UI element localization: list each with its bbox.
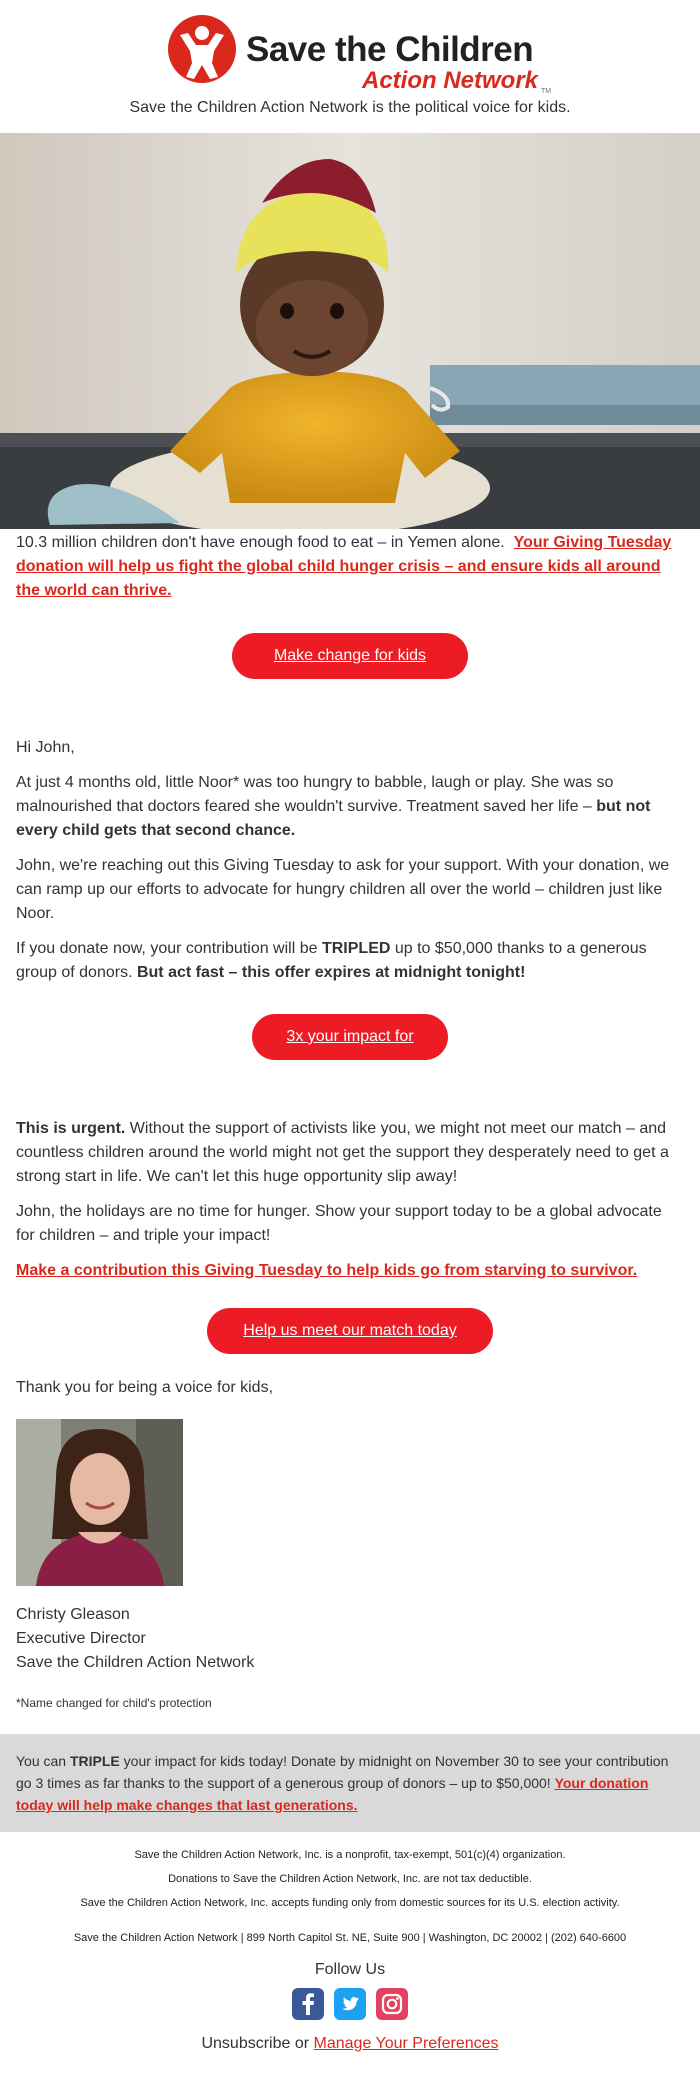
band-bold: TRIPLE [69,1753,120,1769]
twitter-icon [334,1988,366,2020]
footer-tax-line: Donations to Save the Children Action Network, Inc. are not tax deductible. [168,1873,532,1885]
meet-match-button[interactable]: Help us meet our match today [207,1308,493,1354]
band-text-b: your impact for kids today! Donate by midnight on November 30 to see your contribution go 3 times as far thanks to the support of a generous group of donors – up to $50,000! [16,1753,669,1791]
cta2-row [16,1014,684,1092]
triple-impact-band [0,1734,700,1832]
unsubscribe-line [0,2032,700,2056]
manage-preferences-link[interactable]: Manage Your Preferences [313,2035,499,2052]
contribution-paragraph [16,1259,684,1283]
intro-text: 10.3 million children don't have enough food to eat – in Yemen alone. [16,534,505,551]
signer-photo [16,1419,183,1586]
footer-funding-line: Save the Children Action Network, Inc. accepts funding only from domestic sources for its U.S. election activity. [80,1897,620,1909]
social-links [0,1988,700,2022]
greeting: Hi John, [16,739,75,756]
holiday-paragraph: John, the holidays are no time for hunger. Show your support today to be a global advocate for children – and triple your impact! [16,1203,662,1244]
cta3-row [16,1308,684,1354]
footer-nonprofit-line: Save the Children Action Network, Inc. is a nonprofit, tax-exempt, 501(c)(4) organization. [134,1849,566,1861]
logo-wordmark: Save the Children [246,30,534,69]
hero-image[interactable] [0,133,700,529]
cta1-row [16,633,684,711]
band-donation-link[interactable]: Your donation today will help make changes that last generations. [16,1775,649,1813]
signer-title: Executive Director [16,1630,146,1647]
save-the-children-logo-icon [166,13,238,85]
urgent-paragraph [16,1117,684,1189]
urgent-bold: This is urgent. [16,1120,126,1137]
closing-line: Thank you for being a voice for kids, [16,1379,274,1396]
make-change-button[interactable]: Make change for kids everywhere [232,633,468,679]
contribution-link[interactable]: Make a contribution this Giving Tuesday to help kids go from starving to survivor. [16,1262,638,1279]
hero-photo-child [0,133,700,529]
appeal-paragraph: John, we're reaching out this Giving Tuesday to ask for your support. With your donation, we can ramp up our efforts to advocate for hungry children all over the world – children just like Noor. [16,857,670,922]
logo-subtitle: Action Network TM [362,67,552,95]
email-footer [0,1846,700,2056]
signer-org: Save the Children Action Network [16,1654,255,1671]
unsubscribe-text: Unsubscribe or [201,2035,314,2052]
tripled-bold: TRIPLED [321,940,391,957]
story-text: At just 4 months old, little Noor* was too hungry to babble, laugh or play. She was so malnourished that doctors feared she wouldn't survive. Treatment saved her life – [16,774,614,815]
portrait-photo [16,1419,183,1586]
trademark-mark: TM [541,88,552,95]
match-paragraph [16,937,684,985]
follow-us-label: Follow Us [314,1961,386,1978]
intro-paragraph [16,531,684,603]
instagram-icon [376,1988,408,2020]
story-bold: but not every child gets that second chance. [16,798,651,839]
footnote: *Name changed for child's protection [16,1696,212,1710]
signer-name: Christy Gleason [16,1606,130,1623]
urgent-text: Without the support of activists like you, we might not meet our match – and countless children around the world might not get the support they desperately need to get a strong start in life. We can't let this huge opportunity slip away! [16,1120,669,1185]
match-text-b: up to $50,000 thanks to a generous group of donors. [16,940,647,981]
email-header [0,0,700,133]
match-text-a: If you donate now, your contribution will be [16,940,322,957]
footer-address: Save the Children Action Network | 899 North Capitol St. NE, Suite 900 | Washington, DC 20002 | (202) 640-6600 [73,1932,627,1944]
facebook-link[interactable] [292,1988,324,2020]
intro-donation-link[interactable]: Your Giving Tuesday donation will help us fight the global child hunger crisis – and ensure kids all around the world can thrive. [16,534,672,599]
band-text-a: You can [16,1753,70,1769]
facebook-icon [292,1988,324,2020]
twitter-link[interactable] [334,1988,366,2020]
triple-impact-button[interactable]: 3x your impact for kids! [252,1014,448,1060]
instagram-link[interactable] [376,1988,408,2020]
logo[interactable] [166,10,552,95]
deadline-bold: But act fast – this offer expires at midnight tonight! [136,964,526,981]
tagline: Save the Children Action Network is the political voice for kids. [129,99,571,116]
story-paragraph [16,771,684,843]
